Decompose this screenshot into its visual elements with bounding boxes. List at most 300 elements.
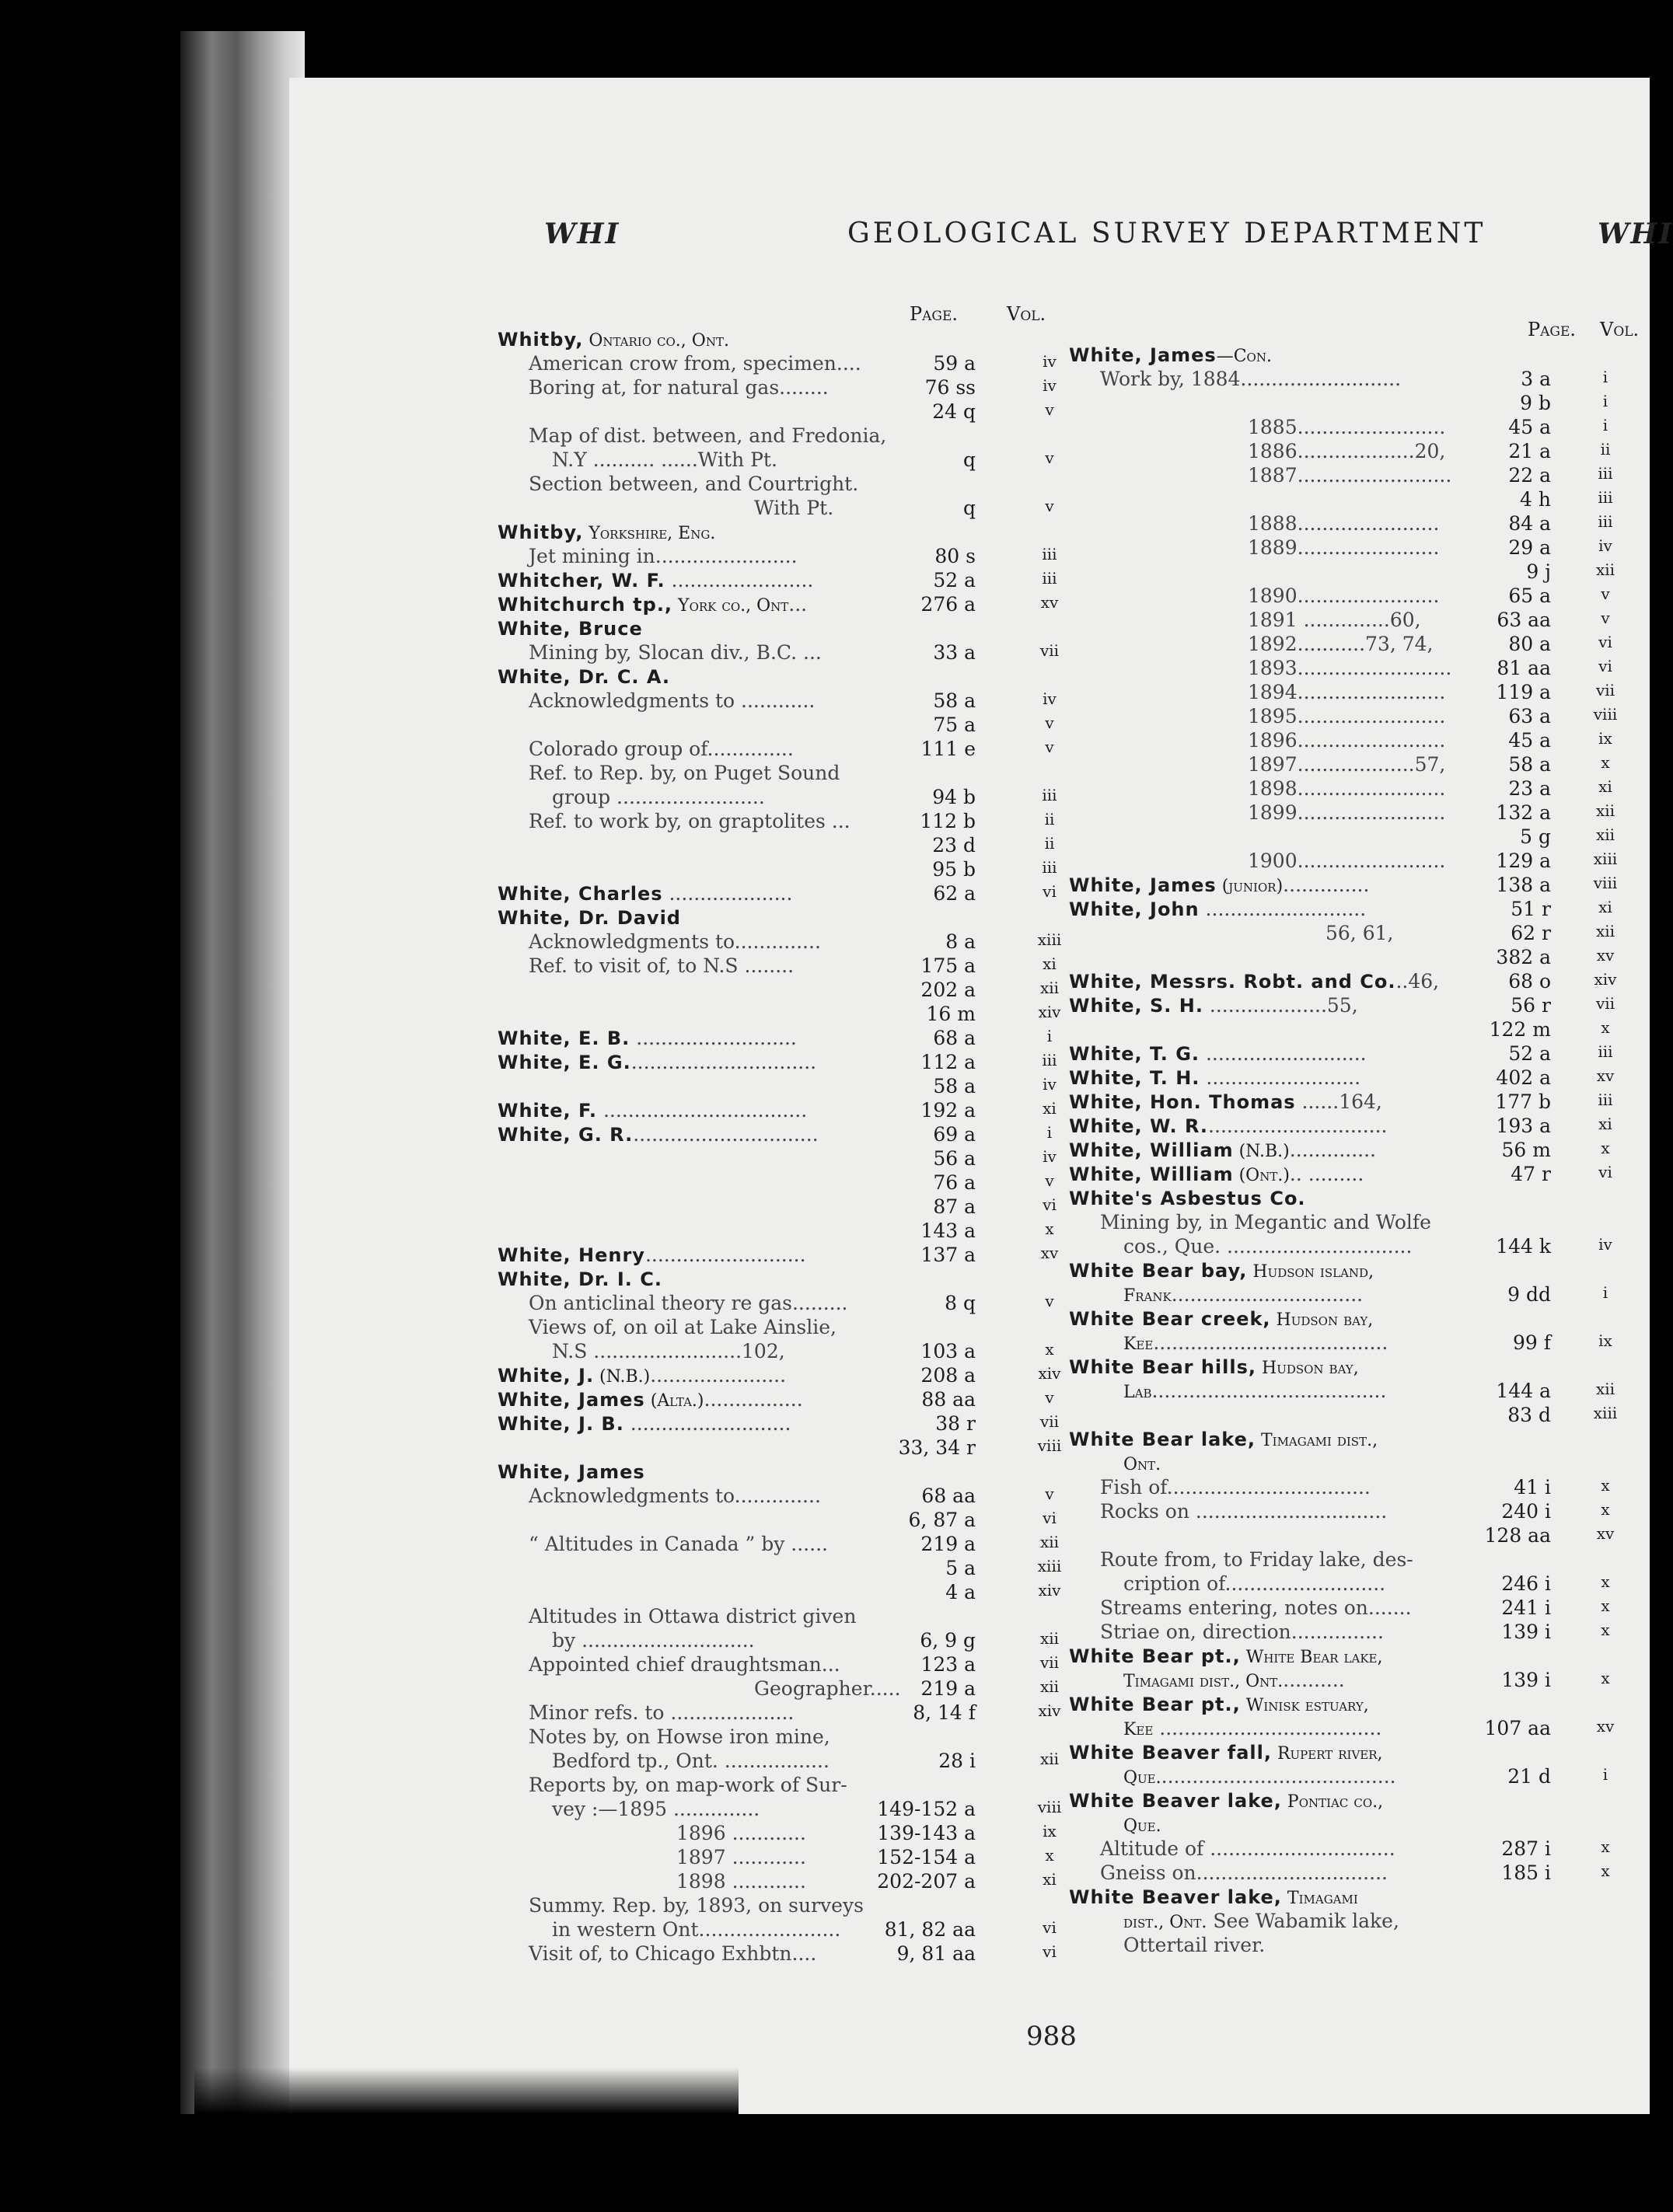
entry-location: (N.B.) <box>1233 1142 1290 1161</box>
page-reference: 138 a <box>1496 874 1551 896</box>
volume-reference: xii <box>1595 801 1615 820</box>
volume-reference: x <box>1601 753 1610 772</box>
entry-text <box>529 1605 856 1628</box>
index-entry <box>498 1822 1088 1846</box>
index-entry <box>1069 1115 1644 1139</box>
page-reference: 139 i <box>1501 1621 1551 1643</box>
volume-reference: xii <box>1595 825 1615 844</box>
index-entry <box>1069 560 1644 584</box>
entry-subtext: With Pt. <box>754 497 834 519</box>
page-reference: 80 a <box>1508 633 1551 655</box>
index-entry <box>1069 1524 1644 1548</box>
entry-subtext: .............................. <box>630 1051 817 1073</box>
index-entry <box>498 1846 1088 1870</box>
entry-subtext: ......................... <box>1200 1066 1361 1089</box>
index-entry <box>1069 1717 1644 1741</box>
entry-heading: White, E. G. <box>498 1052 631 1073</box>
index-entry <box>1069 657 1644 681</box>
entry-subtext: Altitude of .............................. <box>1100 1837 1395 1860</box>
entry-text <box>498 1460 645 1483</box>
index-entry <box>498 689 1088 713</box>
entry-subtext: Acknowledgments to.............. <box>529 1485 821 1507</box>
entry-text <box>1069 1259 1374 1282</box>
index-entry <box>498 617 1088 641</box>
entry-heading: White, G. R. <box>498 1124 634 1146</box>
entry-subtext: Reports by, on map-work of Sur- <box>529 1774 847 1796</box>
entry-subtext: .................... <box>662 882 793 905</box>
page-reference: 9 dd <box>1507 1283 1551 1306</box>
index-column-left <box>498 303 1088 1966</box>
entry-subtext: Ottertail river. <box>1123 1934 1266 1956</box>
page-reference: 152-154 a <box>877 1846 976 1868</box>
entry-text <box>498 665 670 688</box>
index-entry <box>498 1244 1088 1268</box>
volume-reference: xiv <box>1038 1581 1061 1600</box>
column-header <box>1069 319 1644 344</box>
entry-subtext: ...................... <box>650 1364 787 1387</box>
index-entry <box>498 979 1088 1003</box>
volume-reference: vi <box>1043 1195 1057 1214</box>
entry-text <box>498 617 643 640</box>
page-reference: 123 a <box>920 1653 976 1676</box>
index-entry <box>498 1894 1088 1918</box>
entry-subtext: Mining by, in Megantic and Wolfe <box>1100 1211 1431 1233</box>
volume-reference: xi <box>1043 954 1057 973</box>
page-reference: 21 a <box>1508 440 1551 462</box>
page-reference: 68 aa <box>921 1485 976 1507</box>
page-reference: 24 q <box>932 400 976 423</box>
entry-text <box>1069 1645 1382 1667</box>
volume-reference: xii <box>1039 1677 1060 1696</box>
entry-text <box>529 762 840 784</box>
entry-text <box>1069 1355 1359 1378</box>
page-reference: 68 o <box>1508 970 1551 993</box>
page-reference: q <box>962 448 976 471</box>
page-reference: 8 a <box>945 930 976 953</box>
entry-subtext: Streams entering, notes on....... <box>1100 1596 1412 1619</box>
index-entry <box>498 1075 1088 1099</box>
entry-heading: White, T. G. <box>1069 1043 1200 1065</box>
volume-reference: i <box>1602 368 1608 386</box>
page-reference: 143 a <box>920 1219 976 1242</box>
entry-subtext: Ref. to Rep. by, on Puget Sound <box>529 762 840 784</box>
index-entry <box>498 762 1088 786</box>
entry-location: Timagami dist., <box>1255 1431 1378 1450</box>
index-entry <box>498 1629 1088 1653</box>
page-reference: 137 a <box>920 1244 976 1266</box>
page-reference: 202-207 a <box>877 1870 976 1893</box>
page-reference: 56 a <box>933 1147 976 1170</box>
entry-subtext: Map of dist. between, and Fredonia, <box>529 424 887 447</box>
page-reference: 9 b <box>1520 392 1551 414</box>
page-column-label: Page. <box>1528 319 1577 340</box>
index-entry <box>1069 898 1644 922</box>
entry-subtext: 1890....................... <box>1248 584 1440 607</box>
volume-reference: xv <box>1596 946 1615 965</box>
entry-location: Hudson island, <box>1247 1262 1374 1282</box>
entry-subtext: 1896........................ <box>1248 729 1446 752</box>
entry-text <box>1069 1187 1306 1209</box>
volume-reference: v <box>1045 1485 1054 1503</box>
volume-column-label: Vol. <box>1600 319 1640 340</box>
volume-reference: iii <box>1598 488 1613 507</box>
index-entry <box>1069 1934 1644 1958</box>
index-entry <box>1069 1500 1644 1524</box>
page-reference: 33 a <box>933 641 976 664</box>
index-entry <box>498 1003 1088 1027</box>
index-entry <box>498 906 1088 930</box>
index-entry <box>1069 633 1644 657</box>
page-reference: 41 i <box>1514 1476 1551 1499</box>
page-reference: 58 a <box>933 689 976 712</box>
volume-reference: vii <box>1595 994 1615 1013</box>
page-shadow <box>194 2067 739 2114</box>
index-entry <box>498 1219 1088 1244</box>
entry-heading: White, William <box>1069 1164 1234 1185</box>
volume-reference: iii <box>1598 1090 1613 1109</box>
volume-reference: iii <box>1042 1051 1057 1069</box>
volume-reference: iv <box>1598 1235 1612 1254</box>
index-entry <box>1069 584 1644 609</box>
page-reference: 382 a <box>1496 946 1551 968</box>
page-reference: 81, 82 aa <box>884 1918 976 1941</box>
index-entry <box>498 1292 1088 1316</box>
volume-reference: x <box>1045 1340 1054 1359</box>
running-head-left: WHI <box>544 218 620 250</box>
volume-reference: iii <box>1042 569 1057 588</box>
index-entry <box>1069 1163 1644 1187</box>
index-entry <box>1069 1837 1644 1861</box>
index-entry <box>1069 777 1644 801</box>
entry-subtext: Route from, to Friday lake, des- <box>1100 1548 1413 1571</box>
entry-location: Frank <box>1123 1286 1172 1306</box>
index-entry <box>1069 946 1644 970</box>
entry-subtext: Jet mining in....................... <box>529 545 798 567</box>
volume-reference: viii <box>1593 874 1618 892</box>
volume-reference: xi <box>1043 1870 1057 1889</box>
entry-heading: White, Hon. Thomas <box>1069 1091 1296 1113</box>
volume-reference: vii <box>1039 1412 1060 1431</box>
entry-heading: White, E. B. <box>498 1027 630 1049</box>
index-entry <box>498 1653 1088 1677</box>
entry-subtext: .......................... <box>644 1244 806 1266</box>
entry-subtext: 1889....................... <box>1248 536 1440 559</box>
entry-subtext: “ Altitudes in Canada ” by ...... <box>529 1533 828 1555</box>
entry-subtext: .............. <box>1289 1139 1377 1161</box>
entry-heading: White Bear pt., <box>1069 1694 1241 1715</box>
volume-reference: ii <box>1044 810 1055 829</box>
entry-heading: White's Asbestus Co. <box>1069 1188 1306 1209</box>
index-entry <box>498 1412 1088 1436</box>
index-entry <box>498 1436 1088 1460</box>
entry-subtext: ..46, <box>1395 970 1440 993</box>
volume-reference: x <box>1601 1572 1610 1591</box>
entry-subtext: Summy. Rep. by, 1893, on surveys <box>529 1894 864 1917</box>
page-reference: 56 r <box>1511 994 1551 1017</box>
running-head-title: GEOLOGICAL SURVEY DEPARTMENT <box>847 218 1486 249</box>
entry-heading: Whitchurch tp., <box>498 594 673 616</box>
volume-reference: iv <box>1043 1147 1057 1166</box>
entry-subtext: Appointed chief draughtsman... <box>529 1653 840 1676</box>
page-reference: 185 i <box>1501 1861 1551 1884</box>
index-entry <box>1069 1452 1644 1476</box>
index-entry <box>1069 1669 1644 1693</box>
entry-subtext: Acknowledgments to.............. <box>529 930 821 953</box>
page-reference: 94 b <box>932 786 976 808</box>
entry-heading: Whitby, <box>498 329 584 351</box>
entry-text <box>498 906 681 929</box>
page-reference: 56 m <box>1501 1139 1551 1161</box>
entry-heading: White Bear lake, <box>1069 1429 1256 1450</box>
index-entry <box>498 1340 1088 1364</box>
entry-text <box>498 521 715 543</box>
entry-subtext: ...................55, <box>1203 994 1358 1017</box>
index-entry <box>1069 1235 1644 1259</box>
entry-subtext: Geographer..... <box>754 1677 901 1700</box>
entry-text <box>529 473 858 495</box>
entry-subtext: cos., Que. .............................. <box>1123 1235 1413 1258</box>
index-entry <box>1069 1307 1644 1331</box>
page-reference: 5 g <box>1520 825 1551 848</box>
index-entry <box>498 1147 1088 1171</box>
volume-reference: ix <box>1043 1822 1057 1840</box>
entry-subtext: ...................................... <box>1151 1380 1387 1402</box>
page-reference: 246 i <box>1501 1572 1551 1595</box>
index-entries <box>1069 344 1644 1958</box>
page-reference: 6, 9 g <box>920 1629 976 1652</box>
entry-subtext: by ............................ <box>552 1629 755 1652</box>
volume-reference: xii <box>1039 1533 1060 1551</box>
volume-reference: x <box>1601 1861 1610 1880</box>
entry-subtext: American crow from, specimen.... <box>529 352 861 375</box>
entry-subtext: Work by, 1884.......................... <box>1100 368 1402 390</box>
index-entry <box>1069 970 1644 994</box>
volume-reference: iv <box>1043 1075 1057 1094</box>
volume-reference: vi <box>1598 1163 1612 1181</box>
entry-subtext: Rocks on ............................... <box>1100 1500 1388 1523</box>
entry-heading: White Bear bay, <box>1069 1260 1248 1282</box>
volume-reference: xii <box>1595 560 1615 579</box>
index-entry <box>498 1942 1088 1966</box>
index-entry <box>1069 681 1644 705</box>
volume-reference: xii <box>1039 979 1060 997</box>
index-entry <box>498 1798 1088 1822</box>
entry-heading: White Beaver lake, <box>1069 1790 1282 1812</box>
entry-subtext: .......... <box>1283 1669 1345 1691</box>
entry-heading: White, F. <box>498 1100 597 1122</box>
entry-location: Ont. <box>1123 1455 1161 1474</box>
entry-subtext: in western Ont....................... <box>552 1918 841 1941</box>
index-entry <box>1069 1066 1644 1090</box>
index-entry <box>1069 609 1644 633</box>
entry-subtext: ...................................... <box>1161 1765 1396 1788</box>
entry-location: Winisk estuary, <box>1240 1696 1369 1715</box>
entry-location: Pontiac co., <box>1281 1792 1384 1812</box>
entry-text <box>1069 344 1272 366</box>
page-reference: 8, 14 f <box>913 1701 976 1724</box>
index-entry <box>1069 994 1644 1018</box>
entry-subtext: Acknowledgments to ............ <box>529 689 816 712</box>
page-number: 988 <box>1026 2021 1077 2052</box>
entry-subtext: vey :—1895 .............. <box>552 1798 760 1820</box>
index-entry <box>498 786 1088 810</box>
entry-subtext: 1888....................... <box>1248 512 1440 535</box>
volume-reference: xii <box>1595 922 1615 940</box>
index-entry <box>1069 753 1644 777</box>
volume-reference: v <box>1045 713 1054 732</box>
entry-heading: White Bear hills, <box>1069 1356 1257 1378</box>
volume-reference: iv <box>1043 689 1057 708</box>
entry-location: (Alta.) <box>644 1391 704 1411</box>
index-entry <box>498 1533 1088 1557</box>
volume-reference: xiv <box>1038 1701 1061 1720</box>
entry-text <box>529 1725 830 1748</box>
entry-heading: White, William <box>1069 1139 1234 1161</box>
entry-heading: White, Henry <box>498 1244 645 1266</box>
entry-location: Hudson bay, <box>1256 1359 1359 1378</box>
volume-reference: v <box>1045 497 1054 515</box>
entry-text <box>1123 1452 1161 1474</box>
entry-location: (Ont.) <box>1233 1166 1290 1185</box>
index-entry <box>1069 1741 1644 1765</box>
index-entry <box>498 424 1088 448</box>
entry-subtext: Fish of................................. <box>1100 1476 1371 1499</box>
volume-reference: xv <box>1040 1244 1059 1262</box>
entry-subtext: 1893......................... <box>1248 657 1452 679</box>
entry-location: Timagami dist., Ont. <box>1123 1672 1284 1691</box>
page-reference: 62 a <box>933 882 976 905</box>
index-entry <box>498 1460 1088 1485</box>
entry-text <box>1100 1548 1413 1571</box>
entry-location: (N.B.) <box>594 1367 651 1387</box>
index-entry <box>1069 512 1644 536</box>
page-reference: 112 b <box>920 810 976 832</box>
entry-location: Rupert river, <box>1271 1744 1383 1764</box>
volume-reference: iii <box>1598 464 1613 483</box>
volume-reference: xv <box>1040 593 1059 612</box>
page-reference: 175 a <box>920 954 976 977</box>
index-entry <box>498 1099 1088 1123</box>
entry-heading: White, Messrs. Robt. and Co. <box>1069 971 1396 993</box>
entry-text <box>529 424 886 447</box>
volume-reference: xi <box>1598 777 1612 796</box>
page-reference: 177 b <box>1495 1090 1551 1113</box>
entry-subtext: 1885........................ <box>1248 416 1446 438</box>
entry-subtext: 1898........................ <box>1248 777 1446 800</box>
page-reference: 219 a <box>920 1677 976 1700</box>
index-entry <box>498 1605 1088 1629</box>
entry-text <box>1069 1693 1369 1715</box>
index-entry <box>498 1316 1088 1340</box>
page-reference: 80 s <box>934 545 976 567</box>
index-entry <box>1069 922 1644 946</box>
entry-subtext: Striae on, direction............... <box>1100 1621 1384 1643</box>
page-reference: 33, 34 r <box>898 1436 976 1459</box>
index-entry <box>498 1774 1088 1798</box>
index-entry <box>1069 1211 1644 1235</box>
page-reference: 75 a <box>933 713 976 736</box>
index-entry <box>1069 1572 1644 1596</box>
page-reference: 58 a <box>933 1075 976 1097</box>
page-reference: 88 aa <box>921 1388 976 1411</box>
entry-subtext: ...................................... <box>1153 1331 1388 1354</box>
volume-reference: iii <box>1042 786 1057 804</box>
entry-subtext: Bedford tp., Ont. ................. <box>552 1750 830 1772</box>
index-entry <box>1069 1596 1644 1621</box>
index-entry <box>1069 1645 1644 1669</box>
volume-reference: x <box>1601 1500 1610 1519</box>
index-entry <box>1069 488 1644 512</box>
volume-reference: x <box>1601 1476 1610 1495</box>
entry-heading: White, J. B. <box>498 1413 624 1435</box>
entry-subtext: N.Y .......... ......With Pt. <box>552 448 777 471</box>
page-reference: 6, 87 a <box>908 1509 976 1531</box>
volume-reference: xiv <box>1038 1003 1061 1021</box>
page-reference: 202 a <box>920 979 976 1001</box>
volume-reference: xi <box>1043 1099 1057 1118</box>
volume-reference: ii <box>1600 440 1611 459</box>
entry-text <box>1123 1910 1399 1932</box>
page-reference: 119 a <box>1496 681 1551 703</box>
index-entry <box>1069 1693 1644 1717</box>
entry-subtext: ... <box>788 593 808 616</box>
index-entry <box>498 858 1088 882</box>
entry-location: Lab <box>1123 1383 1152 1402</box>
entry-text <box>529 1894 864 1917</box>
index-entry <box>498 376 1088 400</box>
volume-reference: iii <box>1042 858 1057 877</box>
index-entry <box>498 1918 1088 1942</box>
entry-subtext: Boring at, for natural gas........ <box>529 376 829 399</box>
volume-reference: xiii <box>1593 850 1618 868</box>
index-entry <box>1069 1428 1644 1452</box>
index-entry <box>498 569 1088 593</box>
volume-reference: vi <box>1598 657 1612 675</box>
volume-reference: i <box>1602 1283 1608 1302</box>
page-reference: 144 a <box>1496 1380 1551 1402</box>
index-entry <box>1069 1380 1644 1404</box>
page-reference: 5 a <box>945 1557 976 1579</box>
page-reference: 149-152 a <box>877 1798 976 1820</box>
index-entry <box>1069 874 1644 898</box>
entry-subtext: .............. <box>1283 874 1370 896</box>
page-reference: 81 aa <box>1497 657 1551 679</box>
index-entry <box>498 1870 1088 1894</box>
volume-reference: i <box>1602 392 1608 410</box>
index-entry <box>498 1051 1088 1075</box>
index-entry <box>1069 392 1644 416</box>
volume-reference: x <box>1601 1621 1610 1639</box>
entry-subtext: Minor refs. to .................... <box>529 1701 795 1724</box>
index-entry <box>1069 344 1644 368</box>
volume-reference: xiii <box>1593 1404 1618 1422</box>
entry-location: (junior) <box>1216 877 1284 896</box>
index-entry <box>498 593 1088 617</box>
entry-subtext: See Wabamik lake, <box>1207 1910 1399 1932</box>
entry-subtext: .......................... <box>1200 1042 1367 1065</box>
volume-reference: v <box>1601 609 1610 627</box>
index-entry <box>498 473 1088 497</box>
volume-reference: viii <box>1037 1798 1062 1816</box>
volume-reference: vii <box>1595 681 1615 700</box>
volume-reference: xii <box>1039 1629 1060 1648</box>
entry-subtext: Views of, on oil at Lake Ainslie, <box>529 1316 836 1338</box>
volume-reference: iii <box>1598 1042 1613 1061</box>
index-entry <box>498 1388 1088 1412</box>
index-entry <box>498 954 1088 979</box>
index-entry <box>1069 1910 1644 1934</box>
page-reference: 287 i <box>1501 1837 1551 1860</box>
